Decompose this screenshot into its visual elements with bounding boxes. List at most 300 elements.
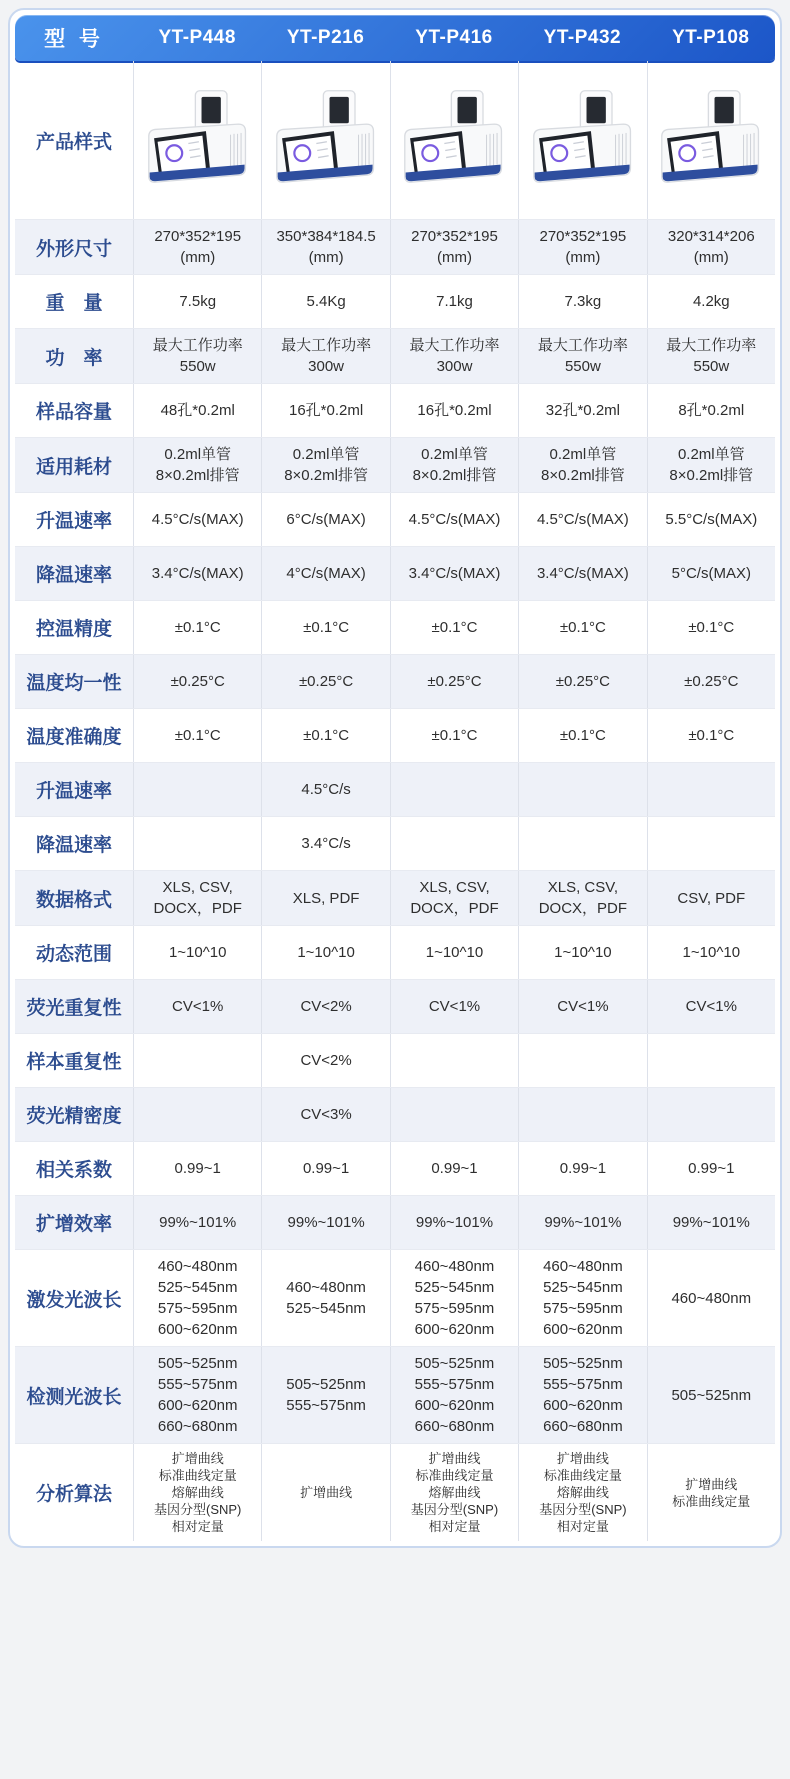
- spec-cell: [647, 601, 775, 654]
- spec-value-line: 99%~101%: [415, 1214, 494, 1231]
- spec-cell: [518, 493, 646, 546]
- spec-table-body: [15, 61, 775, 1541]
- spec-cell: [133, 926, 261, 979]
- spec-value-line: 0.2ml单管: [292, 446, 360, 463]
- spec-cell: [261, 601, 389, 654]
- spec-cell: [261, 655, 389, 708]
- spec-value-line: 99%~101%: [672, 1214, 750, 1231]
- spec-value-line: DOCX，PDF: [410, 900, 499, 917]
- product-image: [647, 61, 775, 219]
- spec-value-line: 0.99~1: [174, 1160, 221, 1177]
- spec-value-line: CV<1%: [685, 998, 737, 1015]
- spec-value-line: 熔解曲线: [428, 1485, 481, 1500]
- spec-value-line: 505~525nm: [414, 1355, 495, 1372]
- spec-cell: [390, 1250, 518, 1346]
- spec-value-line: 8×0.2ml排管: [284, 467, 368, 484]
- spec-cell: [647, 438, 775, 492]
- spec-cell: [390, 763, 518, 816]
- spec-cell: [261, 763, 389, 816]
- row-label: 激发光波长: [26, 1289, 122, 1311]
- spec-value-line: 扩增曲线: [556, 1451, 609, 1466]
- spec-cell: [133, 1444, 261, 1541]
- spec-value-line: 460~480nm: [671, 1289, 752, 1307]
- spec-value-line: 4.5°C/s(MAX): [151, 511, 244, 528]
- spec-cell: [390, 438, 518, 492]
- spec-cell: [390, 1034, 518, 1087]
- model-header-cell: YT-P448: [158, 27, 236, 48]
- spec-cell: [261, 547, 389, 600]
- spec-value-line: 1~10^10: [554, 944, 612, 961]
- spec-value-line: 最大工作功率: [537, 337, 628, 354]
- spec-value-line: 0.2ml单管: [549, 446, 617, 463]
- spec-value-line: (mm): [308, 249, 344, 266]
- spec-cell: [133, 1088, 261, 1141]
- spec-cell: [647, 1250, 775, 1346]
- table-row: [15, 708, 775, 762]
- spec-value-line: 555~575nm: [157, 1376, 238, 1393]
- spec-value-line: 660~680nm: [543, 1418, 623, 1435]
- product-image: [390, 61, 518, 219]
- spec-value-line: ±0.1°C: [559, 727, 606, 744]
- spec-cell: [261, 1347, 389, 1443]
- spec-cell: [390, 220, 518, 274]
- spec-cell: [647, 763, 775, 816]
- spec-cell: [647, 1444, 775, 1541]
- spec-value-line: 575~595nm: [157, 1300, 238, 1317]
- spec-value-line: 最大工作功率: [152, 337, 243, 354]
- spec-cell: [390, 1444, 518, 1541]
- spec-value-line: 标准曲线定量: [158, 1468, 237, 1483]
- table-row: [15, 600, 775, 654]
- spec-value-line: 0.99~1: [688, 1160, 735, 1177]
- spec-cell: [133, 1250, 261, 1346]
- spec-cell: [647, 1347, 775, 1443]
- spec-value-line: CV<1%: [172, 998, 224, 1015]
- spec-cell: [133, 220, 261, 274]
- spec-cell: [390, 329, 518, 383]
- model-row-label: 型 号: [44, 28, 104, 51]
- model-header-cell: YT-P416: [415, 27, 493, 48]
- spec-cell: [518, 1142, 646, 1195]
- row-label: 数据格式: [35, 889, 112, 911]
- spec-cell: [261, 329, 389, 383]
- spec-cell: [133, 817, 261, 870]
- table-row: [15, 979, 775, 1033]
- spec-value-line: 525~545nm: [414, 1279, 495, 1296]
- spec-value-line: 0.2ml单管: [421, 446, 488, 463]
- spec-value-line: (mm): [565, 249, 601, 266]
- table-row: [15, 1443, 775, 1541]
- spec-value-line: 4.5°C/s(MAX): [536, 511, 629, 528]
- spec-cell: [133, 655, 261, 708]
- row-label: 分析算法: [35, 1484, 112, 1505]
- spec-value-line: 最大工作功率: [666, 337, 757, 354]
- spec-value-line: (mm): [693, 249, 729, 266]
- spec-cell: [133, 438, 261, 492]
- spec-cell: [518, 275, 646, 328]
- spec-value-line: 7.5kg: [179, 293, 217, 310]
- spec-value-line: ±0.1°C: [559, 619, 606, 636]
- spec-value-line: ±0.1°C: [303, 727, 350, 744]
- spec-value-line: 575~595nm: [414, 1300, 495, 1317]
- spec-value-line: CV<2%: [300, 998, 352, 1015]
- model-header-cell: YT-P108: [672, 27, 750, 48]
- spec-cell: [518, 763, 646, 816]
- spec-value-line: 600~620nm: [414, 1397, 495, 1414]
- spec-value-line: ±0.1°C: [174, 619, 221, 636]
- spec-value-line: 0.2ml单管: [164, 446, 232, 463]
- spec-value-line: XLS, CSV,: [162, 879, 233, 896]
- table-row: [15, 61, 775, 219]
- row-label: 检测光波长: [26, 1386, 122, 1408]
- spec-cell: [518, 1347, 646, 1443]
- spec-value-line: 0.99~1: [559, 1160, 607, 1177]
- spec-value-line: 扩增曲线: [300, 1485, 353, 1500]
- spec-value-line: CV<2%: [300, 1052, 352, 1069]
- spec-cell: [518, 384, 646, 437]
- spec-value-line: 48孔*0.2ml: [160, 402, 235, 419]
- pcr-device-illustration: [396, 89, 512, 191]
- spec-cell: [518, 1444, 646, 1541]
- spec-cell: [133, 763, 261, 816]
- spec-cell: [647, 655, 775, 708]
- spec-cell: [261, 275, 389, 328]
- spec-value-line: 270*352*195: [539, 228, 627, 245]
- spec-value-line: ±0.1°C: [431, 619, 478, 636]
- spec-cell: [390, 601, 518, 654]
- spec-cell: [390, 980, 518, 1033]
- spec-cell: [390, 1196, 518, 1249]
- spec-value-line: 505~525nm: [671, 1386, 752, 1404]
- spec-value-line: 8×0.2ml排管: [540, 467, 625, 484]
- spec-value-line: ±0.1°C: [174, 727, 221, 744]
- spec-value-line: 基因分型(SNP): [539, 1502, 627, 1517]
- spec-value-line: 熔解曲线: [556, 1485, 609, 1500]
- spec-cell: [518, 1034, 646, 1087]
- spec-value-line: 460~480nm: [286, 1279, 366, 1296]
- spec-value-line: DOCX，PDF: [538, 900, 628, 917]
- spec-cell: [133, 329, 261, 383]
- spec-value-line: XLS, CSV,: [547, 879, 619, 896]
- spec-value-line: 相对定量: [428, 1519, 481, 1534]
- row-label: 荧光重复性: [26, 998, 122, 1019]
- spec-cell: [518, 438, 646, 492]
- spec-cell: [647, 1088, 775, 1141]
- spec-value-line: 525~545nm: [543, 1279, 623, 1296]
- spec-value-line: 3.4°C/s(MAX): [536, 565, 629, 582]
- table-row: [15, 925, 775, 979]
- product-image: [518, 61, 646, 219]
- pcr-device-illustration: [268, 89, 384, 191]
- spec-cell: [518, 709, 646, 762]
- table-row: [15, 328, 775, 383]
- spec-value-line: 8×0.2ml排管: [412, 467, 497, 484]
- spec-cell: [133, 709, 261, 762]
- spec-cell: [261, 1196, 389, 1249]
- spec-cell: [518, 601, 646, 654]
- spec-value-line: 32孔*0.2ml: [545, 402, 620, 419]
- row-label: 温度准确度: [26, 727, 122, 748]
- spec-cell: [647, 1196, 775, 1249]
- spec-table: [8, 8, 782, 1548]
- table-header: [15, 15, 775, 61]
- spec-value-line: 270*352*195: [411, 228, 498, 245]
- row-label: 降温速率: [35, 565, 112, 586]
- row-label: 外形尺寸: [35, 238, 112, 260]
- spec-value-line: 320*314*206: [667, 228, 755, 245]
- row-label: 荧光精密度: [26, 1106, 122, 1127]
- spec-cell: [647, 980, 775, 1033]
- spec-cell: [647, 220, 775, 274]
- spec-value-line: 350*384*184.5: [276, 228, 376, 245]
- spec-cell: [647, 547, 775, 600]
- spec-value-line: 4.5°C/s(MAX): [408, 511, 501, 528]
- spec-cell: [133, 275, 261, 328]
- spec-cell: [518, 926, 646, 979]
- spec-value-line: 7.1kg: [436, 293, 473, 310]
- spec-value-line: 600~620nm: [157, 1397, 238, 1414]
- table-row: [15, 546, 775, 600]
- spec-cell: [261, 817, 389, 870]
- spec-value-line: 600~620nm: [543, 1321, 623, 1338]
- spec-cell: [647, 384, 775, 437]
- table-row: [15, 1195, 775, 1249]
- pcr-device-illustration: [140, 89, 256, 191]
- spec-value-line: 熔解曲线: [171, 1485, 224, 1500]
- spec-value-line: 标准曲线定量: [415, 1468, 494, 1483]
- spec-value-line: XLS, CSV,: [419, 879, 490, 896]
- spec-value-line: ±0.25°C: [170, 673, 225, 690]
- spec-cell: [390, 817, 518, 870]
- spec-cell: [647, 1142, 775, 1195]
- spec-value-line: 16孔*0.2ml: [417, 402, 492, 419]
- spec-value-line: 460~480nm: [414, 1258, 495, 1275]
- row-label: 升温速率: [35, 511, 112, 532]
- spec-value-line: 550w: [693, 358, 730, 375]
- spec-value-line: ±0.25°C: [298, 673, 354, 690]
- spec-value-line: 8×0.2ml排管: [155, 467, 240, 484]
- row-label: 温度均一性: [26, 673, 122, 694]
- spec-value-line: 555~575nm: [414, 1376, 495, 1393]
- table-row: [15, 654, 775, 708]
- spec-cell: [261, 220, 389, 274]
- spec-cell: [647, 1034, 775, 1087]
- spec-cell: [133, 980, 261, 1033]
- spec-value-line: CV<1%: [557, 998, 609, 1015]
- spec-value-line: 8孔*0.2ml: [678, 402, 745, 419]
- spec-value-line: 600~620nm: [543, 1397, 623, 1414]
- spec-cell: [261, 980, 389, 1033]
- spec-cell: [261, 1444, 389, 1541]
- spec-value-line: 660~680nm: [157, 1418, 238, 1435]
- spec-value-line: 270*352*195: [154, 228, 242, 245]
- spec-value-line: 5°C/s(MAX): [671, 565, 751, 582]
- row-label: 样品容量: [35, 402, 112, 423]
- spec-cell: [261, 1034, 389, 1087]
- spec-cell: [133, 1347, 261, 1443]
- spec-value-line: 505~525nm: [157, 1355, 238, 1372]
- pcr-device-illustration: [525, 89, 641, 191]
- row-label: 功 率: [45, 347, 103, 369]
- spec-cell: [133, 493, 261, 546]
- spec-cell: [133, 547, 261, 600]
- spec-value-line: 扩增曲线: [171, 1451, 224, 1466]
- spec-value-line: CV<1%: [428, 998, 481, 1015]
- spec-cell: [133, 1142, 261, 1195]
- spec-value-line: 300w: [436, 358, 473, 375]
- spec-value-line: 4°C/s(MAX): [286, 565, 366, 582]
- spec-cell: [390, 493, 518, 546]
- spec-value-line: 扩增曲线: [685, 1476, 738, 1492]
- spec-value-line: 扩增曲线: [428, 1451, 481, 1466]
- spec-value-line: 3.4°C/s(MAX): [408, 565, 501, 582]
- spec-cell: [390, 871, 518, 925]
- spec-value-line: 525~545nm: [286, 1300, 366, 1317]
- spec-value-line: 16孔*0.2ml: [288, 402, 364, 419]
- table-row: [15, 816, 775, 870]
- table-row: [15, 1087, 775, 1141]
- spec-value-line: DOCX，PDF: [153, 900, 242, 917]
- spec-value-line: 3.4°C/s(MAX): [151, 565, 244, 582]
- table-row: [15, 870, 775, 925]
- spec-value-line: 460~480nm: [543, 1258, 623, 1275]
- spec-cell: [518, 817, 646, 870]
- spec-cell: [261, 493, 389, 546]
- spec-value-line: 600~620nm: [157, 1321, 238, 1338]
- spec-cell: [518, 871, 646, 925]
- spec-value-line: 575~595nm: [543, 1300, 623, 1317]
- spec-value-line: (mm): [180, 249, 216, 266]
- table-row: [15, 1346, 775, 1443]
- spec-value-line: 550w: [179, 358, 216, 375]
- spec-cell: [261, 1088, 389, 1141]
- row-label: 产品样式: [35, 131, 112, 153]
- spec-cell: [647, 329, 775, 383]
- spec-cell: [261, 926, 389, 979]
- table-row: [15, 492, 775, 546]
- row-label: 控温精度: [35, 619, 112, 640]
- spec-cell: [261, 384, 389, 437]
- spec-value-line: 555~575nm: [286, 1397, 366, 1414]
- spec-value-line: 基因分型(SNP): [154, 1502, 242, 1517]
- spec-value-line: 660~680nm: [414, 1418, 495, 1435]
- row-label: 重 量: [45, 293, 103, 314]
- spec-value-line: 相对定量: [556, 1519, 609, 1534]
- spec-value-line: 6°C/s(MAX): [286, 511, 366, 528]
- spec-value-line: 1~10^10: [168, 944, 227, 961]
- table-row: [15, 1141, 775, 1195]
- spec-cell: [647, 871, 775, 925]
- spec-cell: [133, 1034, 261, 1087]
- spec-value-line: 0.99~1: [302, 1160, 350, 1177]
- product-image: [261, 61, 389, 219]
- spec-cell: [518, 980, 646, 1033]
- pcr-device-illustration: [653, 89, 769, 191]
- spec-value-line: CV<3%: [300, 1106, 352, 1123]
- spec-value-line: 99%~101%: [159, 1214, 237, 1231]
- spec-cell: [390, 275, 518, 328]
- spec-cell: [390, 709, 518, 762]
- row-label: 样本重复性: [26, 1052, 122, 1073]
- spec-value-line: 550w: [564, 358, 601, 375]
- spec-cell: [390, 1347, 518, 1443]
- table-row: [15, 1033, 775, 1087]
- spec-cell: [518, 1088, 646, 1141]
- spec-cell: [518, 220, 646, 274]
- row-label: 适用耗材: [35, 456, 112, 478]
- table-row: [15, 219, 775, 274]
- spec-cell: [518, 329, 646, 383]
- spec-value-line: ±0.1°C: [688, 619, 735, 636]
- spec-cell: [133, 601, 261, 654]
- spec-cell: [261, 709, 389, 762]
- spec-value-line: 3.4°C/s: [301, 835, 351, 852]
- spec-cell: [647, 817, 775, 870]
- spec-value-line: ±0.1°C: [688, 727, 735, 744]
- spec-value-line: 相对定量: [171, 1519, 224, 1534]
- spec-cell: [647, 493, 775, 546]
- spec-value-line: 标准曲线定量: [543, 1468, 622, 1483]
- spec-value-line: (mm): [437, 249, 472, 266]
- spec-cell: [390, 1088, 518, 1141]
- spec-value-line: 99%~101%: [544, 1214, 622, 1231]
- spec-value-line: 300w: [308, 358, 345, 375]
- model-header-cell: YT-P216: [286, 27, 365, 48]
- spec-value-line: 最大工作功率: [281, 337, 372, 354]
- spec-cell: [518, 1196, 646, 1249]
- spec-value-line: ±0.25°C: [427, 673, 482, 690]
- spec-cell: [133, 384, 261, 437]
- spec-value-line: XLS, PDF: [292, 889, 360, 907]
- spec-value-line: 555~575nm: [543, 1376, 623, 1393]
- model-header-cell: YT-P432: [543, 27, 622, 48]
- spec-cell: [133, 1196, 261, 1249]
- row-label: 动态范围: [35, 944, 112, 965]
- spec-cell: [390, 384, 518, 437]
- spec-value-line: 4.2kg: [692, 293, 730, 310]
- spec-cell: [390, 655, 518, 708]
- table-row: [15, 274, 775, 328]
- spec-value-line: 505~525nm: [286, 1376, 366, 1393]
- spec-cell: [518, 655, 646, 708]
- row-label: 降温速率: [35, 835, 112, 856]
- spec-value-line: 0.99~1: [431, 1160, 478, 1177]
- spec-value-line: CSV, PDF: [677, 889, 746, 907]
- spec-value-line: 0.2ml单管: [677, 446, 745, 463]
- spec-value-line: 5.5°C/s(MAX): [665, 511, 758, 528]
- table-row: [15, 383, 775, 437]
- spec-value-line: 5.4Kg: [306, 293, 346, 310]
- spec-cell: [390, 1142, 518, 1195]
- product-image: [133, 61, 261, 219]
- spec-value-line: 505~525nm: [543, 1355, 623, 1372]
- spec-value-line: 最大工作功率: [409, 337, 500, 354]
- spec-cell: [647, 709, 775, 762]
- spec-cell: [261, 438, 389, 492]
- table-row: [15, 1249, 775, 1346]
- spec-value-line: 1~10^10: [297, 944, 355, 961]
- spec-value-line: 1~10^10: [682, 944, 741, 961]
- spec-cell: [518, 547, 646, 600]
- table-row: [15, 437, 775, 492]
- spec-cell: [647, 926, 775, 979]
- spec-value-line: ±0.1°C: [303, 619, 350, 636]
- spec-value-line: 7.3kg: [564, 293, 602, 310]
- table-row: [15, 762, 775, 816]
- row-label: 升温速率: [35, 781, 112, 802]
- spec-cell: [133, 871, 261, 925]
- spec-value-line: 460~480nm: [157, 1258, 238, 1275]
